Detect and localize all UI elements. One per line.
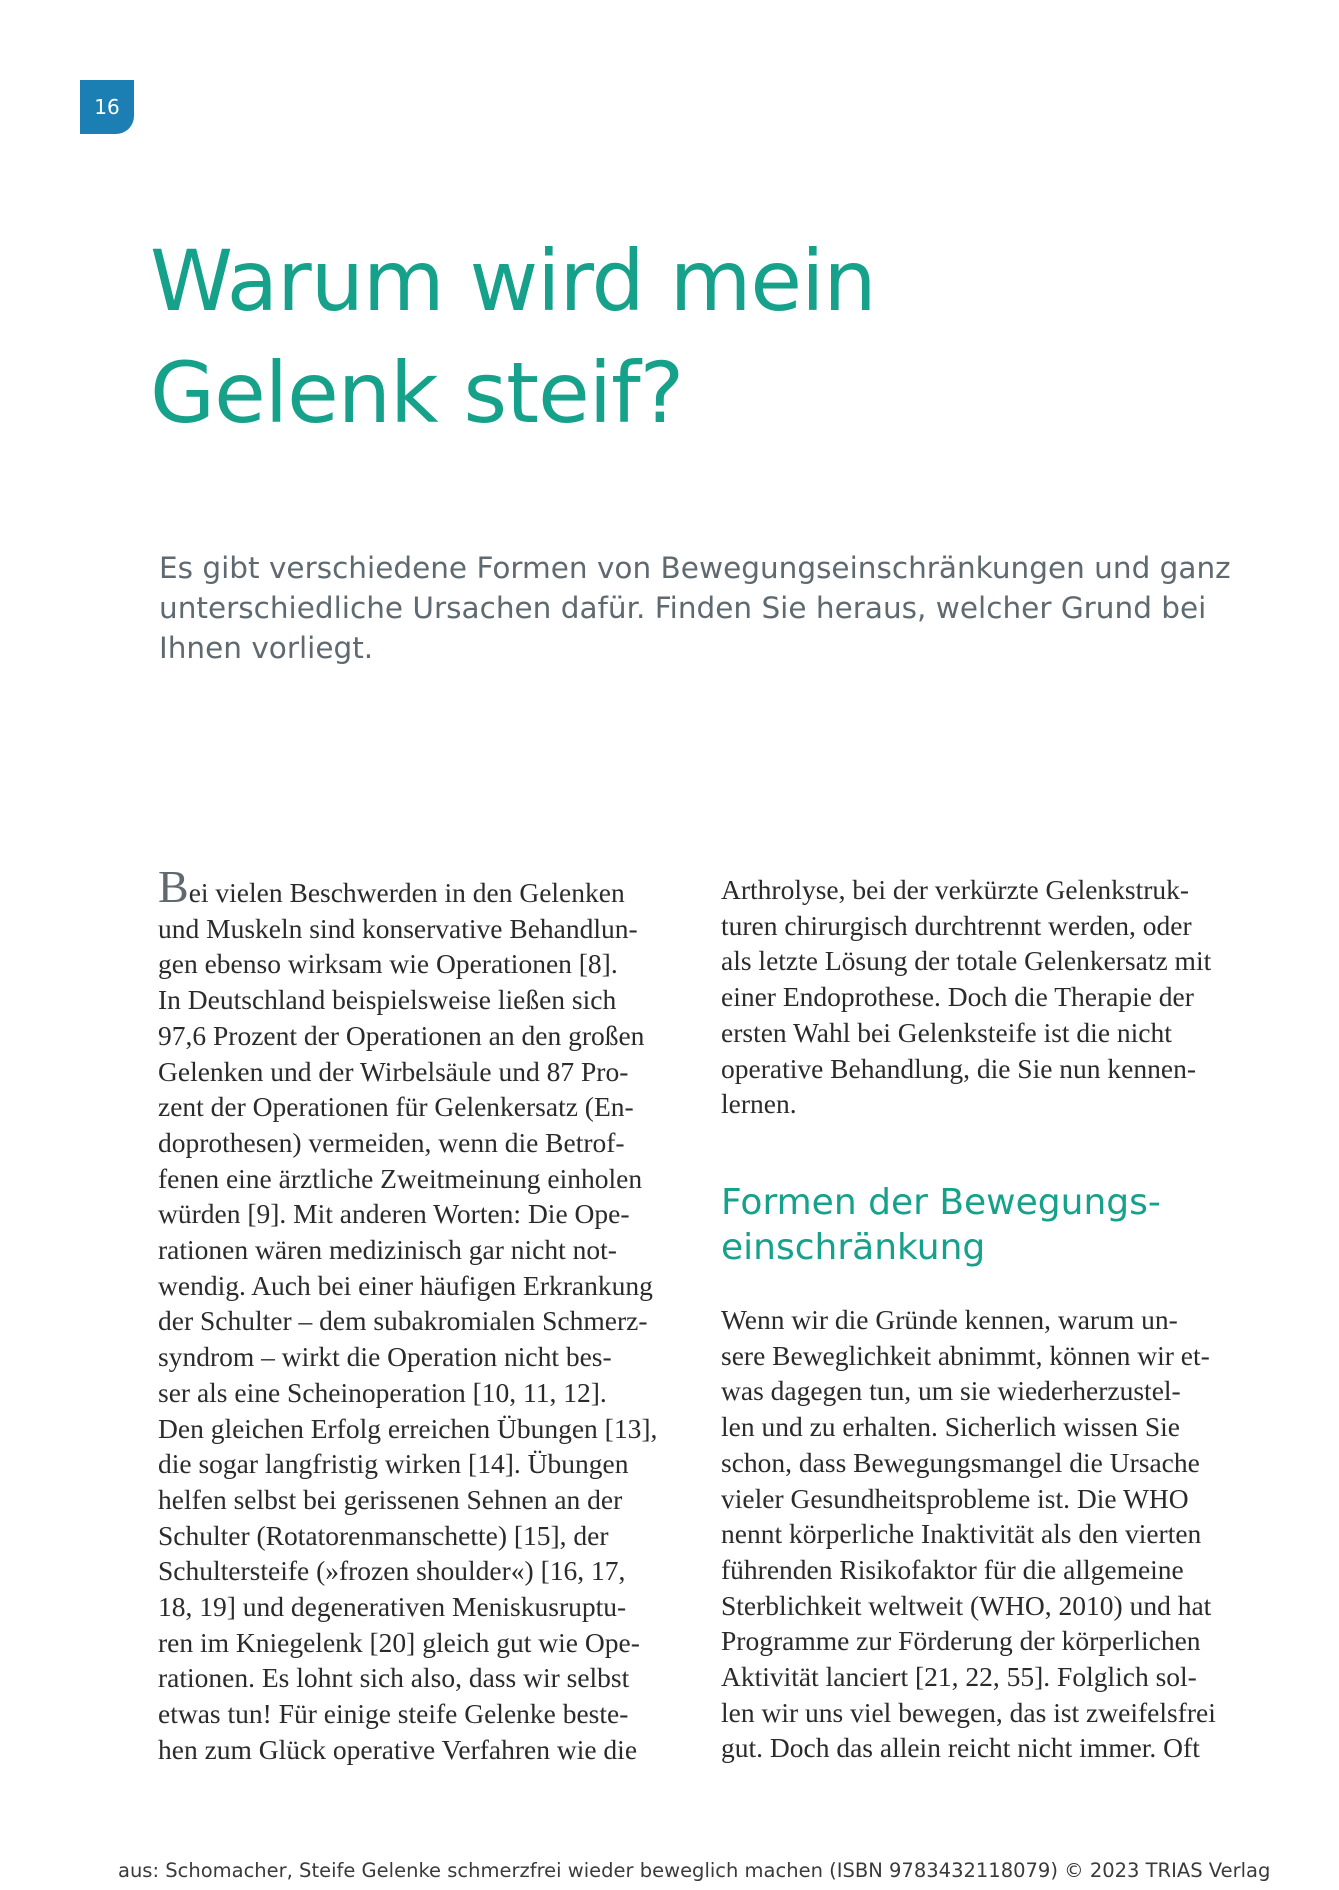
text-line: gen ebenso wirksam wie Operationen [8]. <box>158 948 618 980</box>
text-line: Den gleichen Erfolg erreichen Übungen [13], <box>158 1412 658 1444</box>
text-line: helfen selbst bei gerissenen Sehnen an der <box>158 1483 623 1515</box>
text-line: fenen eine ärztliche Zweitmeinung einholen <box>158 1162 643 1194</box>
text-line: Sterblichkeit weltweit (WHO, 2010) und hat <box>721 1589 1212 1621</box>
text-line: der Schulter – dem subakromialen Schmerz- <box>158 1305 648 1337</box>
text-line: lernen. <box>721 1088 797 1120</box>
left-column-text <box>158 861 678 1768</box>
page-number-badge: 16 <box>80 80 134 134</box>
text-line: In Deutschland beispielsweise ließen sich <box>158 984 617 1016</box>
first-line <box>158 861 678 912</box>
text-line: Schulter (Rotatorenmanschette) [15], der <box>158 1519 609 1551</box>
text-line: Schultersteife (»frozen shoulder«) [16, 17, <box>158 1555 626 1587</box>
text-line: die sogar langfristig wirken [14]. Übungen <box>158 1448 629 1480</box>
text-line: zent der Operationen für Gelenkersatz (En- <box>158 1091 634 1123</box>
text-line: einer Endoprothese. Doch die Therapie der <box>721 981 1194 1013</box>
title-line: Gelenk steif? <box>150 344 684 442</box>
text-line: sere Beweglichkeit abnimmt, können wir et- <box>721 1339 1210 1371</box>
intro-line: unterschiedliche Ursachen dafür. Finden Sie heraus, welcher Grund bei <box>159 591 1207 625</box>
text-line: syndrom – wirkt die Operation nicht bes- <box>158 1341 612 1373</box>
text-line: Wenn wir die Gründe kennen, warum un- <box>721 1304 1178 1335</box>
right-column-bottom-text <box>721 1302 1241 1766</box>
page-title <box>150 225 1150 449</box>
text-line: doprothesen) vermeiden, wenn die Betrof- <box>158 1126 625 1158</box>
text-line: ren im Kniegelenk [20] gleich gut wie Ope- <box>158 1626 640 1658</box>
text-line: Aktivität lanciert [21, 22, 55]. Folglich sol- <box>721 1661 1197 1693</box>
text-line: würden [9]. Mit anderen Worten: Die Ope- <box>158 1198 630 1230</box>
text-line: wendig. Auch bei einer häufigen Erkrankung <box>158 1269 653 1301</box>
text-line: nennt körperliche Inaktivität als den vierten <box>721 1518 1202 1550</box>
text-line: Arthrolyse, bei der verkürzte Gelenkstruk- <box>721 874 1190 905</box>
heading-line: Formen der Bewegungs- <box>721 1182 1161 1223</box>
section-heading <box>721 1180 1241 1270</box>
text-line: hen zum Glück operative Verfahren wie die <box>158 1733 638 1765</box>
text-line: 97,6 Prozent der Operationen an den großen <box>158 1019 645 1051</box>
text-line: Gelenken und der Wirbelsäule und 87 Pro- <box>158 1055 629 1087</box>
right-column-top-text <box>721 872 1241 1122</box>
text-line: schon, dass Bewegungsmangel die Ursache <box>721 1446 1200 1478</box>
text-line: gut. Doch das allein reicht nicht immer. Oft <box>721 1732 1200 1764</box>
text-line: 18, 19] und degenerativen Meniskusruptu- <box>158 1591 627 1623</box>
text-line: vieler Gesundheitsprobleme ist. Die WHO <box>721 1482 1189 1514</box>
first-line-rest: ei vielen Beschwerden in den Gelenken <box>188 877 625 908</box>
text-line: als letzte Lösung der totale Gelenkersatz mit <box>721 945 1212 977</box>
source-footer: aus: Schomacher, Steife Gelenke schmerzfrei wieder beweglich machen (ISBN 9783432118079) © 2023 TRIAS Verlag <box>118 1859 1271 1882</box>
text-line: Programme zur Förderung der körperlichen <box>721 1625 1201 1657</box>
intro-paragraph <box>159 548 1239 668</box>
text-line: operative Behandlung, die Sie nun kennen- <box>721 1052 1197 1084</box>
text-line: turen chirurgisch durchtrennt werden, oder <box>721 909 1192 941</box>
text-line: len und zu erhalten. Sicherlich wissen Sie <box>721 1411 1180 1443</box>
text-line: und Muskeln sind konservative Behandlun- <box>158 912 638 944</box>
text-line: führenden Risikofaktor für die allgemeine <box>721 1553 1184 1585</box>
text-line: rationen. Es lohnt sich also, dass wir selbst <box>158 1662 630 1694</box>
text-line: etwas tun! Für einige steife Gelenke beste- <box>158 1698 629 1730</box>
text-line: ser als eine Scheinoperation [10, 11, 12]. <box>158 1376 607 1408</box>
drop-cap: B <box>158 861 189 912</box>
text-line: len wir uns viel bewegen, das ist zweifelsfrei <box>721 1696 1216 1728</box>
text-line: ersten Wahl bei Gelenksteife ist die nicht <box>721 1016 1172 1048</box>
title-line: Warum wird mein <box>150 232 876 330</box>
intro-line: Es gibt verschiedene Formen von Bewegungseinschränkungen und ganz <box>159 551 1231 585</box>
heading-line: einschränkung <box>721 1227 986 1268</box>
text-line: was dagegen tun, um sie wiederherzustel- <box>721 1375 1181 1407</box>
intro-line: Ihnen vorliegt. <box>159 631 374 665</box>
text-line: rationen wären medizinisch gar nicht not- <box>158 1234 617 1266</box>
